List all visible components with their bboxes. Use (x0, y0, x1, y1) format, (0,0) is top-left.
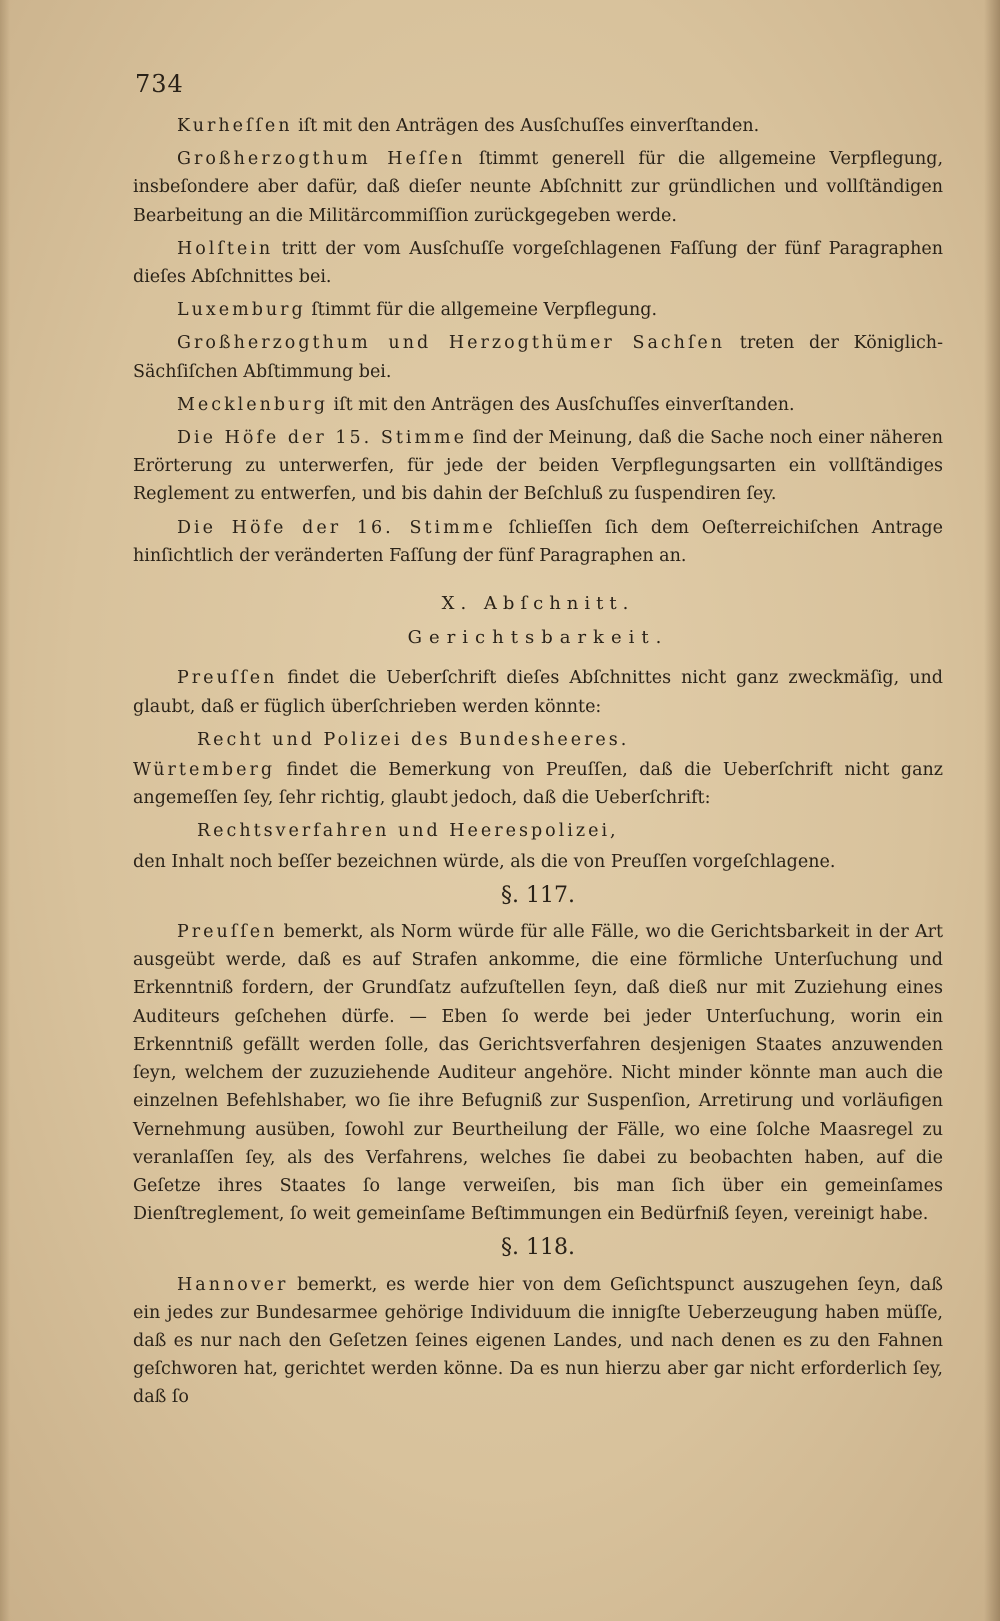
state-name: Die Höfe der 16. Stimme (177, 517, 496, 538)
paragraph (133, 664, 943, 720)
paragraph (133, 296, 943, 324)
proposed-title (133, 817, 943, 845)
page-shadow-left (0, 0, 10, 1621)
paragraph-text: iſt mit den Anträgen des Ausſchuſſes einverſtanden. (292, 116, 760, 136)
paragraph-text: bemerkt, es werde hier von dem Geſichtspunct auszugehen ſeyn, daß ein jedes zur Bundesarmee gehörige Individuum die innigſte Ueberzeugung haben müſſe, daß es nur nach den Geſetzen ſeines eigenen Landes, und nach denen es zu den Fahnen geſchworen hat, gerichtet werden könne. Da es nun hierzu aber gar nicht erforderlich ſey, daß ſo (133, 1274, 943, 1408)
paragraph (133, 756, 943, 812)
paragraph (133, 145, 943, 230)
state-name: Würtemberg (133, 760, 276, 781)
paragraph (133, 1271, 943, 1412)
state-name: Großherzogthum und Herzogthümer Sachſen (177, 333, 726, 354)
state-name: Kurheſſen (177, 116, 293, 136)
paragraph-text: iſt mit den Anträgen des Ausſchuſſes einverſtanden. (327, 394, 795, 415)
paragraph-text: treten der Königlich-Sächſiſchen Abſtimmung bei. (133, 333, 943, 382)
paragraph (133, 514, 943, 570)
paragraph-number: §. 117. (501, 882, 575, 908)
paragraph-text: ſtimmt für die allgemeine Verpflegung. (305, 300, 658, 321)
page-number: 734 (135, 70, 184, 98)
page-body (133, 112, 943, 1417)
paragraph-continuation: den Inhalt noch beſſer bezeichnen würde, als die von Preuſſen vorgeſchlagene. (133, 851, 836, 872)
paragraph-text: bemerkt, als Norm würde für alle Fälle, wo die Gerichtsbarkeit in der Art ausgeübt werde, daß es auf Strafen ankomme, die eine förmliche Unterſuchung und Erkenntniß fordern, der Grundſatz aufzuſtellen ſeyn, daß dieß nur mit Zuziehung eines Auditeurs geſchehen dürfe. — Eben ſo werde bei jeder Unterſuchung, worin ein Erkenntniß gefällt werden ſolle, das Gerichtsverfahren desjenigen Staates anzuwenden ſeyn, welchem der zuzuziehende Auditeur angehöre. Nicht minder könnte man auch die einzelnen Befehlshaber, wo ſie ihre Befugniß zur Suspenſion, Arretirung und vorläufigen Vernehmung ausüben, ſowohl zur Beurtheilung der Fälle, wo eine ſolche Maasregel zu veranlaſſen ſey, als des Verfahrens, welches ſie dabei zu beobachten haben, auf die Geſetze ihres Staates ſo lange verweiſen, bis man ſich über ein gemeinſames Dienſtreglement, ſo weit gemeinſame Beſtimmungen ein Bedürfniß ſeyen, vereinigt habe. (133, 922, 943, 1225)
paragraph-text: tritt der vom Ausſchuſſe vorgeſchlagenen Faſſung der fünf Paragraphen dieſes Abſchnittes bei. (133, 238, 943, 288)
paragraph (133, 329, 943, 385)
paragraph (133, 424, 943, 509)
state-name: Holſtein (177, 238, 274, 259)
page-shadow-right (984, 0, 1000, 1621)
proposed-title-text: Rechtsverfahren und Heerespolizei, (197, 821, 619, 842)
state-name: Mecklenburg (177, 394, 328, 415)
paragraph-text: findet die Bemerkung von Preuſſen, daß die Ueberſchrift nicht ganz angemeſſen ſey, ſehr richtig, glaubt jedoch, daß die Ueberſchrift: (133, 760, 943, 809)
paragraph-text: ſchlieſſen ſich dem Oeſterreichiſchen Antrage hinſichtlich der veränderten Faſſung der fünf Paragraphen an. (133, 517, 943, 566)
paragraph-text: ſtimmt generell für die allgemeine Verpflegung, insbeſondere aber dafür, daß dieſer neunte Abſchnitt zur gründlichen und vollſtändigen Bearbeitung an die Militärcommiſſion zurückgegeben werde. (133, 149, 944, 226)
proposed-title (133, 726, 943, 754)
state-name: Preuſſen (177, 668, 278, 689)
state-name: Großherzogthum Heſſen (177, 149, 466, 170)
state-name: Luxemburg (177, 300, 306, 321)
paragraph (133, 918, 943, 1228)
paragraph-text: findet die Ueberſchrift dieſes Abſchnittes nicht ganz zweckmäſig, und glaubt, daß er füglich überſchrieben werden könnte: (133, 668, 943, 717)
state-name: Hannover (177, 1274, 289, 1295)
paragraph (133, 235, 943, 291)
paragraph (133, 112, 943, 140)
paragraph (133, 391, 943, 419)
state-name: Die Höfe der 15. Stimme (177, 428, 468, 449)
paragraph-text: ſind der Meinung, daß die Sache noch einer näheren Erörterung zu unterwerfen, für jede der beiden Verpflegungsarten ein vollſtändiges Reglement zu entwerfen, und bis dahin der Beſchluß zu ſuspendiren ſey. (133, 428, 943, 505)
section-subheading: Gerichtsbarkeit. (407, 627, 669, 649)
proposed-title-text: Recht und Polizei des Bundesheeres. (197, 729, 630, 750)
paragraph-number: §. 118. (501, 1235, 575, 1261)
state-name: Preuſſen (177, 922, 278, 943)
section-heading: X. Abſchnitt. (441, 593, 635, 615)
